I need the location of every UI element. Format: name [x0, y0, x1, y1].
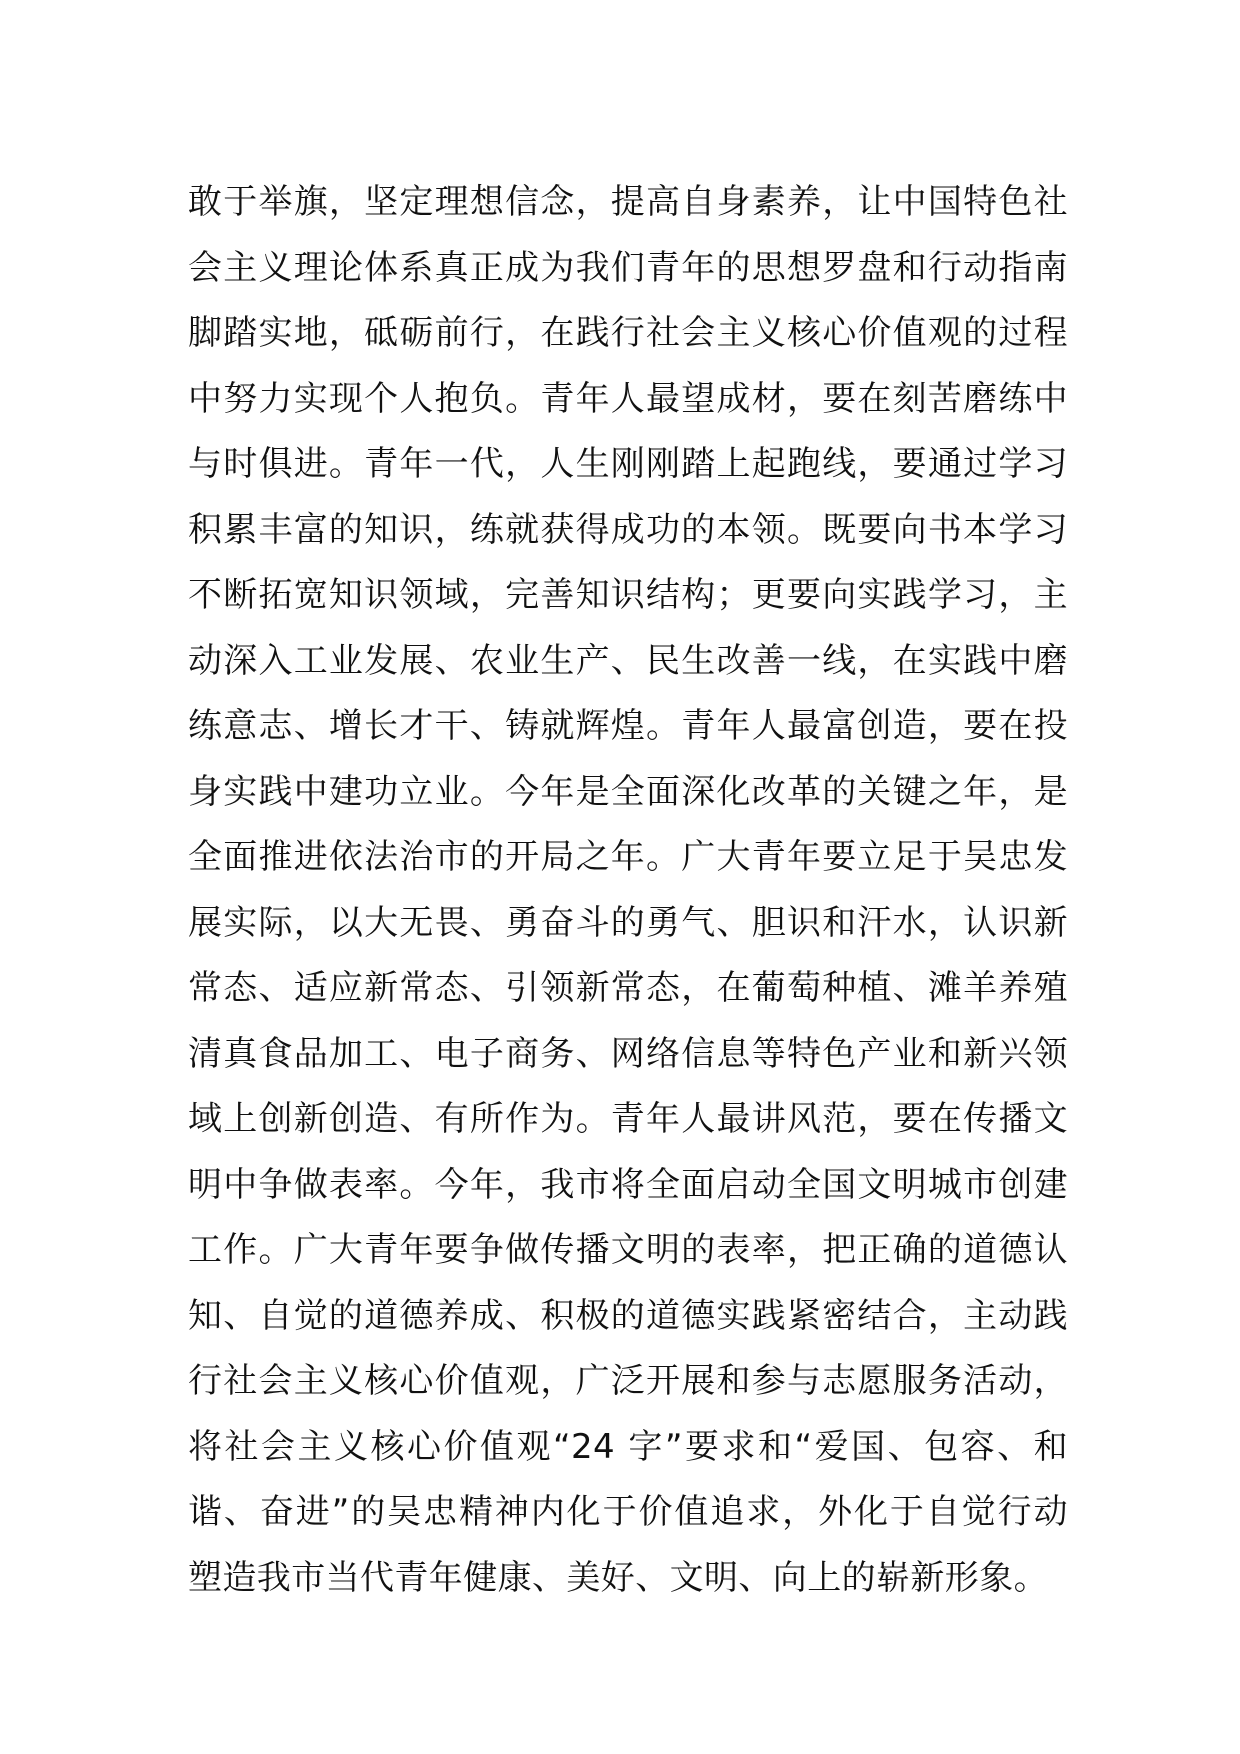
text-line: 明中争做表率。今年，我市将全面启动全国文明城市创建 [188, 1164, 1068, 1205]
text-line: 谐、奋进”的吴忠精神内化于价值追求，外化于自觉行动 [188, 1492, 1068, 1532]
text-line: 展实际，以大无畏、勇奋斗的勇气、胆识和汗水，认识新 [188, 902, 1068, 943]
text-line: 行社会主义核心价值观，广泛开展和参与志愿服务活动， [188, 1361, 1068, 1401]
text-line: 工作。广大青年要争做传播文明的表率，把正确的道德认 [188, 1230, 1068, 1270]
text-line: 积累丰富的知识，练就获得成功的本领。既要向书本学习 [188, 509, 1068, 550]
body-text [188, 170, 1068, 1611]
text-line: 动深入工业发展、农业生产、民生改善一线，在实践中磨 [188, 640, 1068, 681]
text-line: 身实践中建功立业。今年是全面深化改革的关键之年，是 [188, 771, 1068, 812]
text-line: 中努力实现个人抱负。青年人最望成材，要在刻苦磨练中 [188, 378, 1068, 419]
text-line: 不断拓宽知识领域，完善知识结构；更要向实践学习，主 [188, 575, 1068, 615]
text-line: 练意志、增长才干、铸就辉煌。青年人最富创造，要在投 [188, 706, 1068, 746]
text-line: 全面推进依法治市的开局之年。广大青年要立足于吴忠发 [188, 837, 1068, 877]
text-line: 清真食品加工、电子商务、网络信息等特色产业和新兴领 [188, 1033, 1068, 1074]
text-line: 塑造我市当代青年健康、美好、文明、向上的崭新形象。 [188, 1557, 1048, 1598]
text-line: 常态、适应新常态、引领新常态，在葡萄种植、滩羊养殖 [188, 968, 1068, 1008]
text-line: 敢于举旗，坚定理想信念，提高自身素养，让中国特色社 [188, 182, 1068, 222]
text-line: 将社会主义核心价值观“24 字”要求和“爱国、包容、和 [188, 1426, 1068, 1467]
text-line: 脚踏实地，砥砺前行，在践行社会主义核心价值观的过程 [188, 313, 1068, 353]
text-line: 域上创新创造、有所作为。青年人最讲风范，要在传播文 [188, 1099, 1068, 1139]
text-line: 知、自觉的道德养成、积极的道德实践紧密结合，主动践 [188, 1295, 1068, 1336]
text-line: 与时俱进。青年一代，人生刚刚踏上起跑线，要通过学习 [188, 444, 1068, 484]
text-line: 会主义理论体系真正成为我们青年的思想罗盘和行动指南 [188, 247, 1068, 288]
